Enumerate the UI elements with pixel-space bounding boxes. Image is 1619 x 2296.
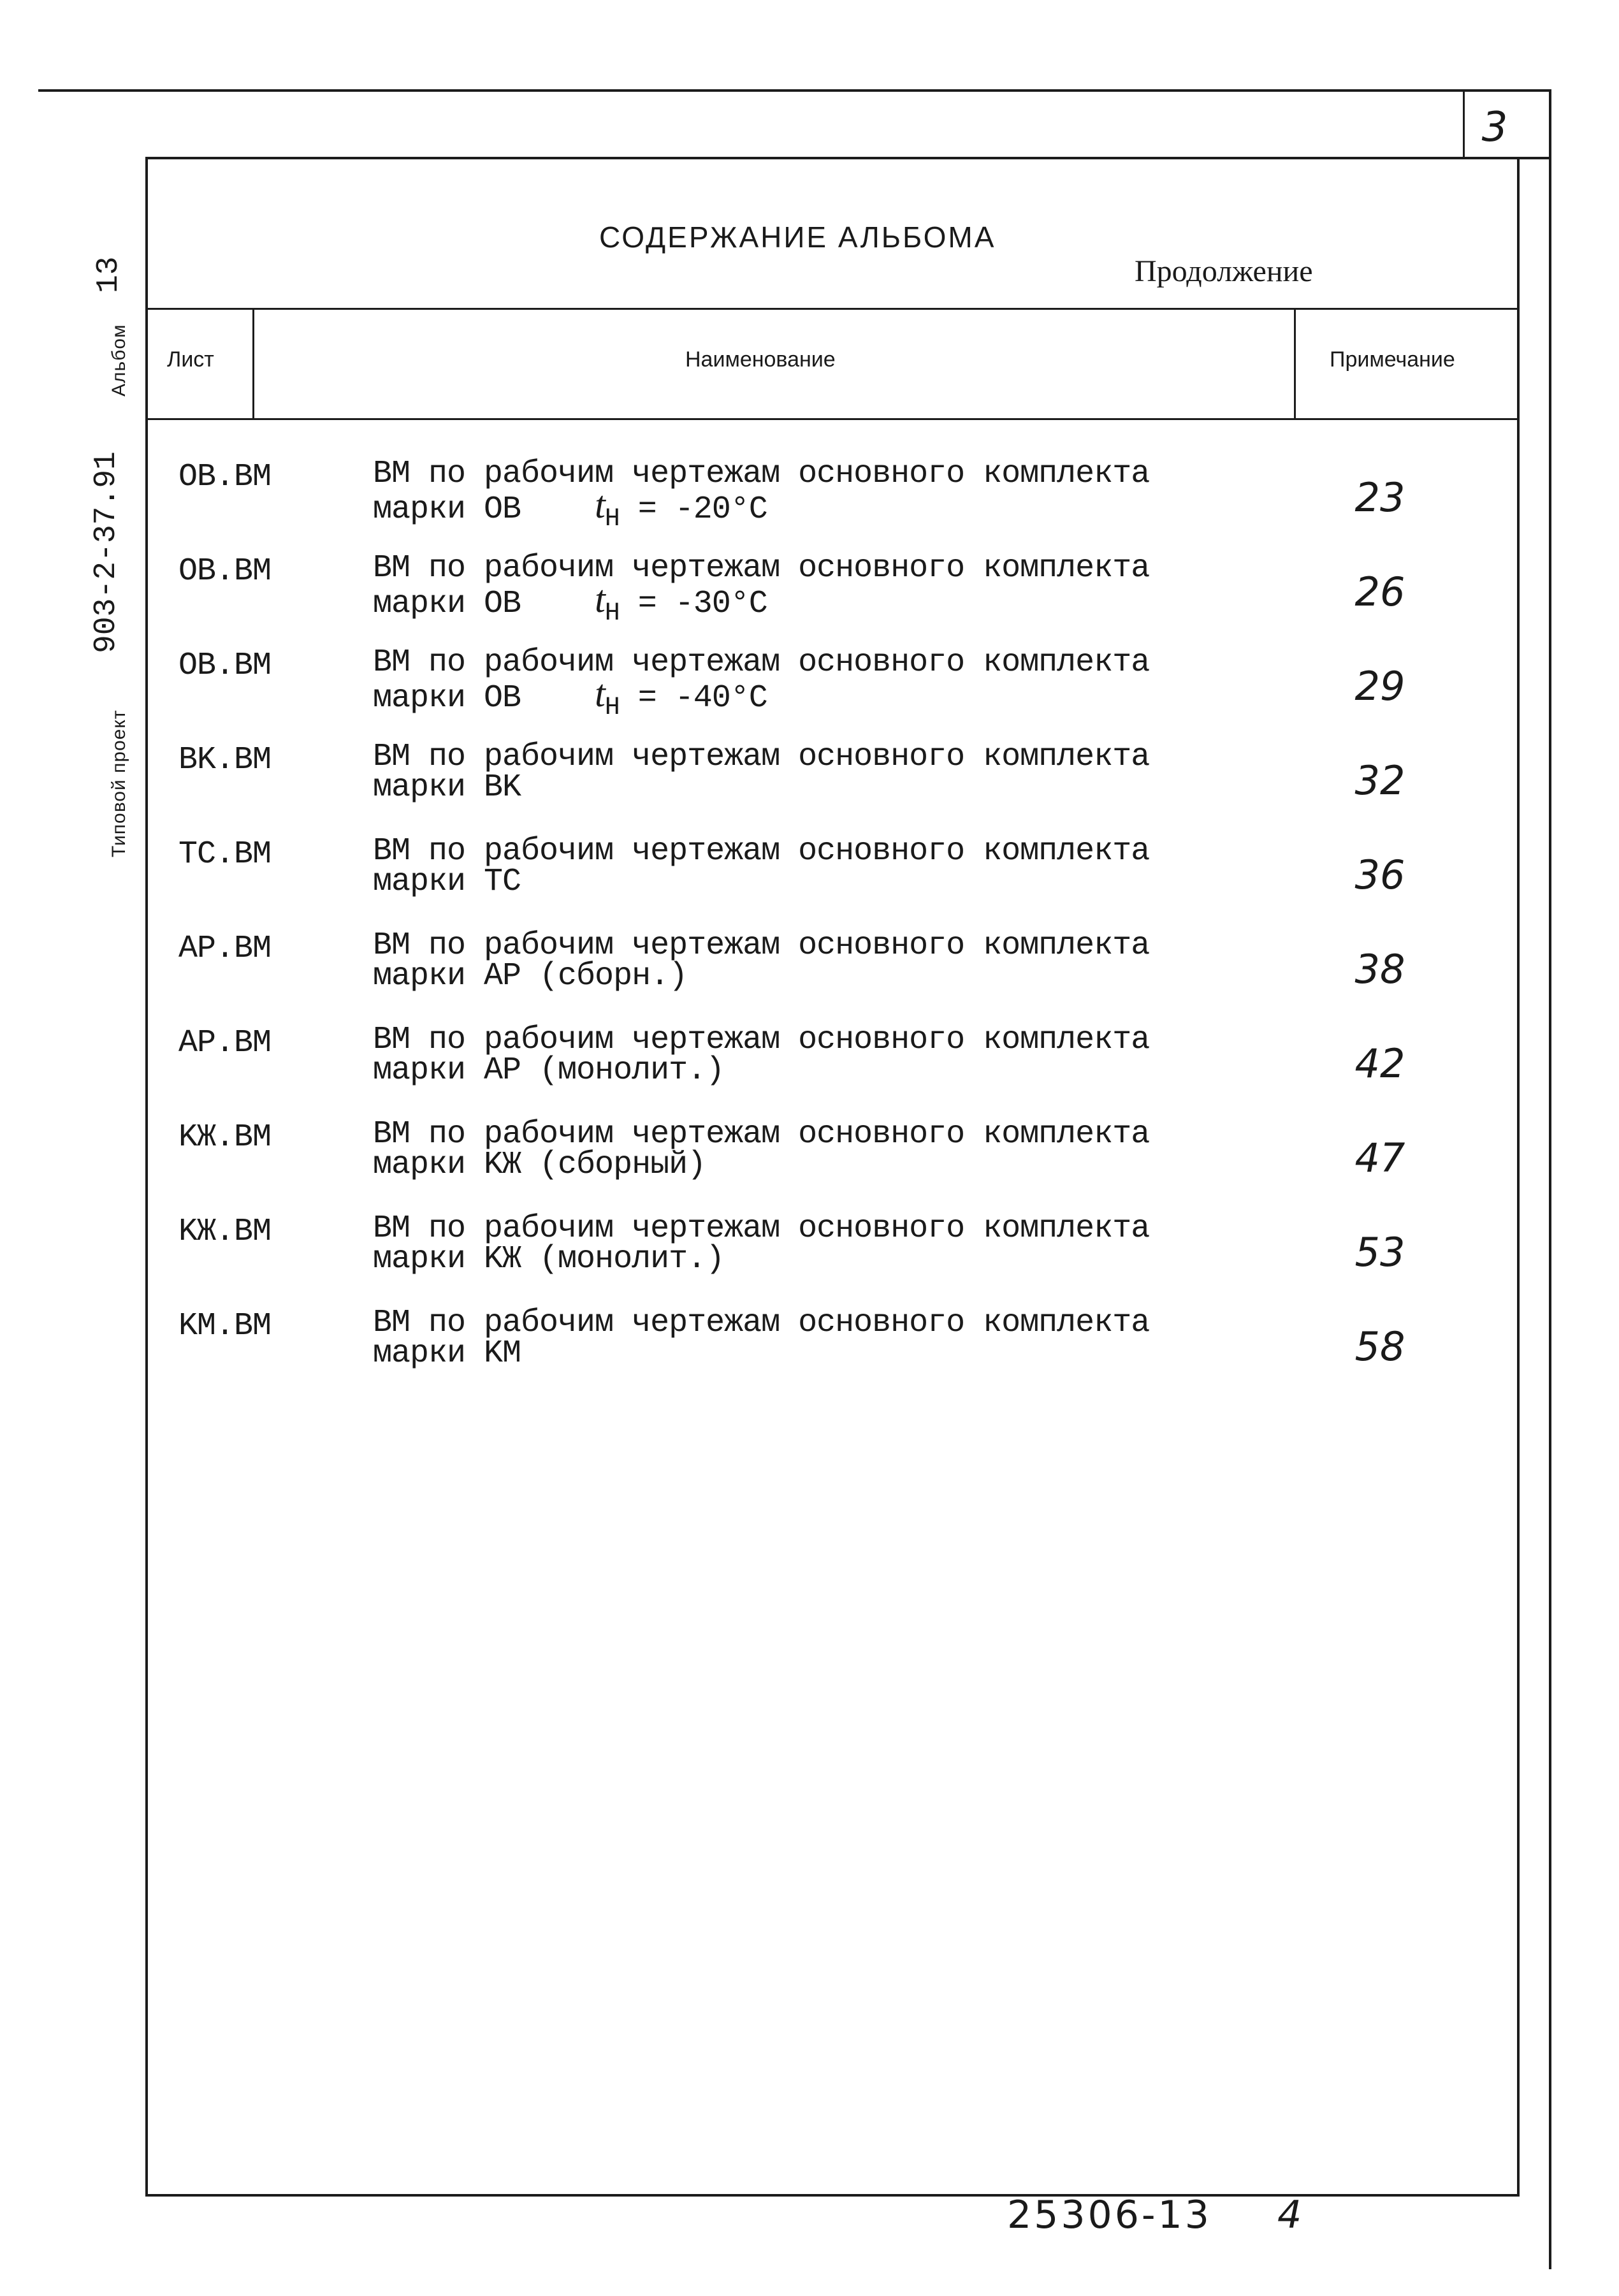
sheet-title: BM по рабочим чертежам основного комплекта марки OB $t_H = -20^\circ C$	[373, 456, 1150, 534]
sheet-col-divider	[252, 308, 254, 419]
sheet-title: BM по рабочим чертежам основного комплекта марки KЖ (монолит.)	[373, 1210, 1150, 1277]
footer-code	[1007, 2193, 1304, 2237]
page-note: 23	[1354, 474, 1405, 521]
page-box-left-line	[1463, 89, 1465, 158]
page-note: 53	[1354, 1229, 1405, 1275]
frame-top-line	[145, 157, 1550, 159]
page-note: 42	[1354, 1040, 1405, 1087]
table-row	[0, 739, 1619, 831]
album-number: 13	[92, 256, 126, 293]
sheet-code: KЖ.BM	[178, 1119, 272, 1156]
project-code: 903-2-37.91	[89, 451, 124, 653]
page-title: СОДЕРЖАНИЕ АЛЬБОМА	[599, 221, 996, 254]
sheet-title: BM по рабочим чертежам основного комплекта марки OB $t_H = -40^\circ C$	[373, 644, 1150, 722]
sheet-code: BK.BM	[178, 742, 272, 778]
table-row	[0, 927, 1619, 1020]
table-row	[0, 644, 1619, 737]
sheet-code: OB.BM	[178, 648, 272, 684]
project-label: Типовой проект	[108, 709, 129, 857]
sheet-code: KM.BM	[178, 1308, 272, 1344]
page-note: 47	[1354, 1135, 1405, 1181]
sheet-code: KЖ.BM	[178, 1214, 272, 1250]
table-row	[0, 1022, 1619, 1114]
document-code: 25306-13	[1007, 2193, 1212, 2237]
sheet-title: BM по рабочим чертежам основного комплекта марки AP (сборн.)	[373, 927, 1150, 994]
table-row	[0, 833, 1619, 926]
header-row-top-line	[145, 308, 1520, 310]
footer-sheet-number: 4	[1277, 2193, 1305, 2237]
sheet-title: BM по рабочим чертежам основного комплекта марки KЖ (сборный)	[373, 1116, 1150, 1183]
sheet-code: TC.BM	[178, 836, 272, 873]
sheet-title: BM по рабочим чертежам основного комплекта марки OB $t_H = -30^\circ C$	[373, 550, 1150, 628]
note-col-divider	[1294, 308, 1296, 419]
sheet-code: AP.BM	[178, 931, 272, 967]
page-note: 29	[1354, 663, 1405, 709]
page-note: 26	[1354, 569, 1405, 615]
album-label: Альбом	[108, 324, 129, 396]
header-row-bottom-line	[145, 418, 1520, 420]
continuation-label: Продолжение	[1135, 254, 1313, 288]
top-edge-line	[38, 89, 1550, 92]
sheet-code: OB.BM	[178, 459, 272, 495]
page-note: 38	[1354, 946, 1405, 992]
page-note: 32	[1354, 757, 1405, 804]
sheet-code: AP.BM	[178, 1025, 272, 1061]
name-column-header: Наименование	[685, 347, 836, 372]
page-number: 3	[1481, 104, 1508, 151]
table-row	[0, 1305, 1619, 1397]
table-row	[0, 550, 1619, 643]
sheet-title: BM по рабочим чертежам основного комплекта марки TC	[373, 833, 1150, 900]
sheet-title: BM по рабочим чертежам основного комплекта марки BK	[373, 739, 1150, 806]
sheet-code: OB.BM	[178, 553, 272, 590]
table-row	[0, 456, 1619, 548]
sheet-column-header: Лист	[167, 347, 214, 372]
page-note: 36	[1354, 852, 1405, 898]
table-row	[0, 1210, 1619, 1303]
sheet-title: BM по рабочим чертежам основного комплекта марки AP (монолит.)	[373, 1022, 1150, 1089]
note-column-header: Примечание	[1330, 347, 1455, 372]
sheet-title: BM по рабочим чертежам основного комплекта марки KM	[373, 1305, 1150, 1372]
page-note: 58	[1354, 1323, 1405, 1370]
table-row	[0, 1116, 1619, 1209]
frame-bottom-line	[145, 2194, 1520, 2197]
